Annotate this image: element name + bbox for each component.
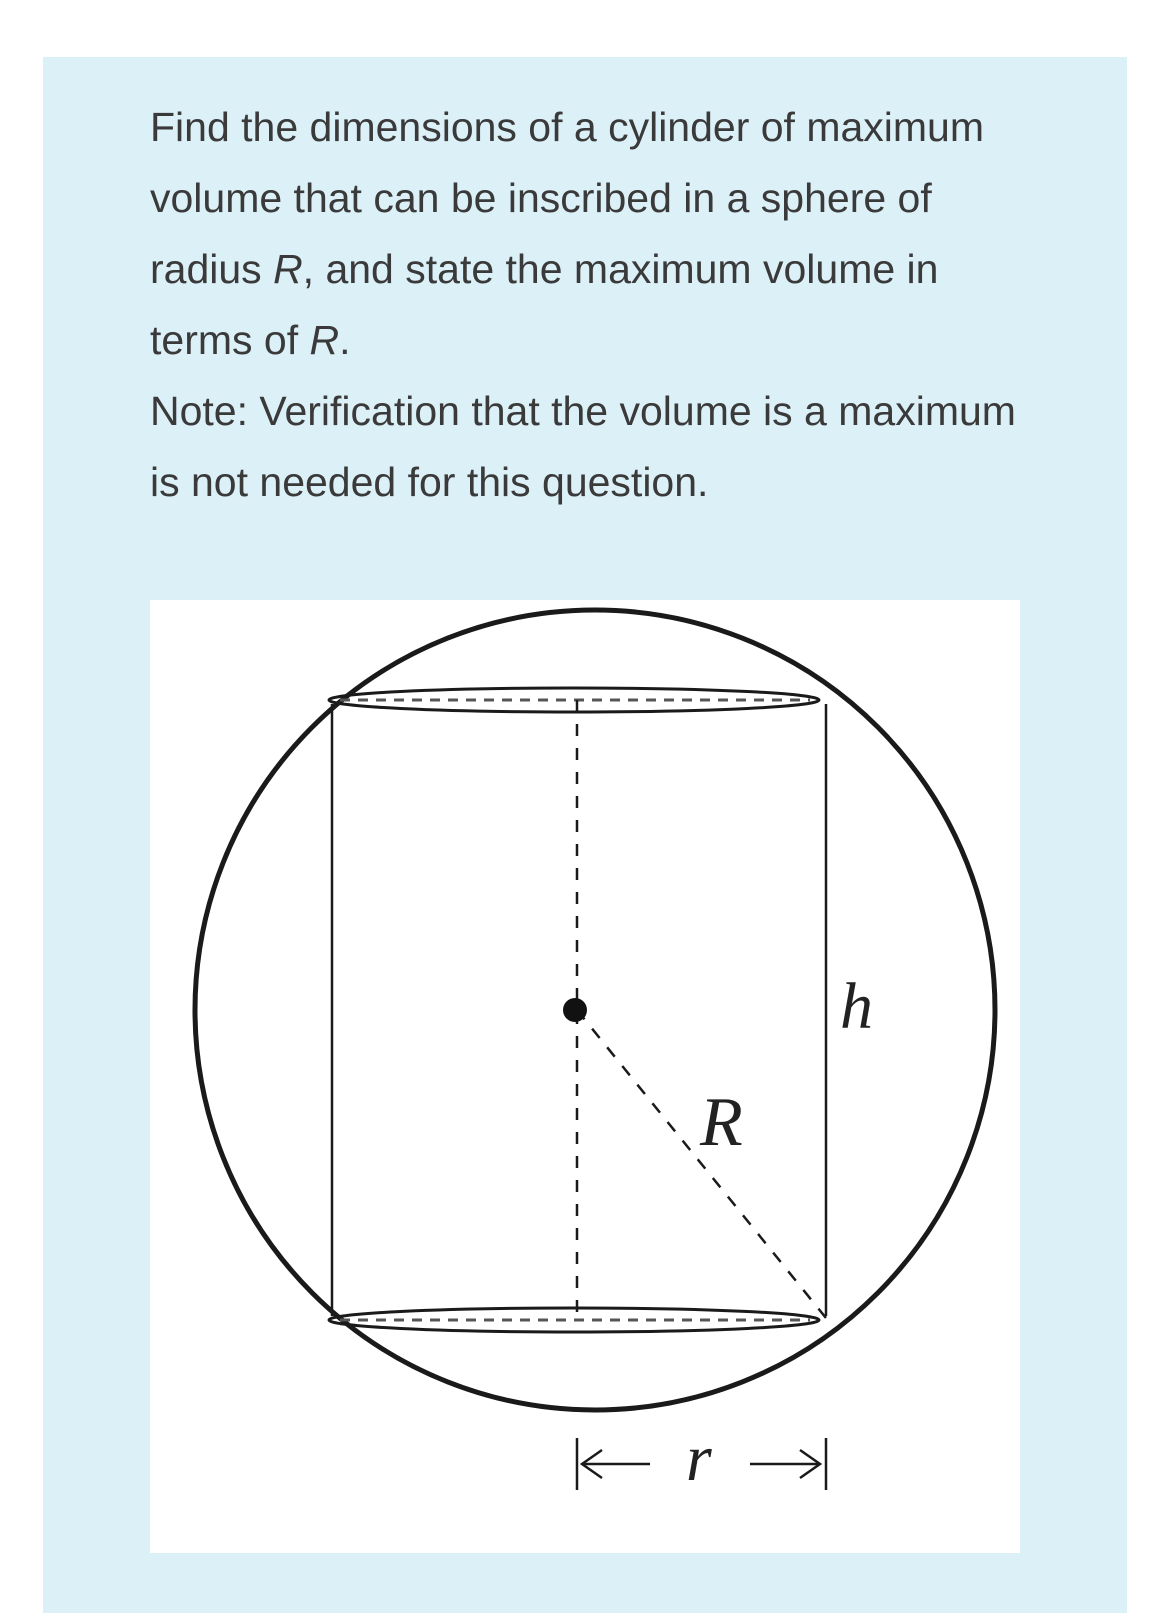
height-label: h [840, 970, 873, 1043]
sphere-center-point [563, 998, 587, 1022]
question-prompt: Find the dimensions of a cylinder of maximum volume that can be inscribed in a sphere of radius R, and state the maximum volume in terms of R. [150, 104, 985, 363]
radius-label-R: R [700, 1084, 743, 1161]
radius-variable: R [273, 246, 303, 292]
cylinder-in-sphere-diagram [150, 600, 1020, 1553]
question-text [150, 92, 1030, 518]
sphere-outline [195, 610, 995, 1410]
sphere-radius-line [577, 1010, 826, 1318]
radius-variable: R [309, 317, 340, 363]
question-note: Note: Verification that the volume is a maximum is not needed for this question. [150, 388, 1016, 505]
figure-panel [150, 600, 1020, 1553]
radius-label-r: r [686, 1422, 712, 1495]
